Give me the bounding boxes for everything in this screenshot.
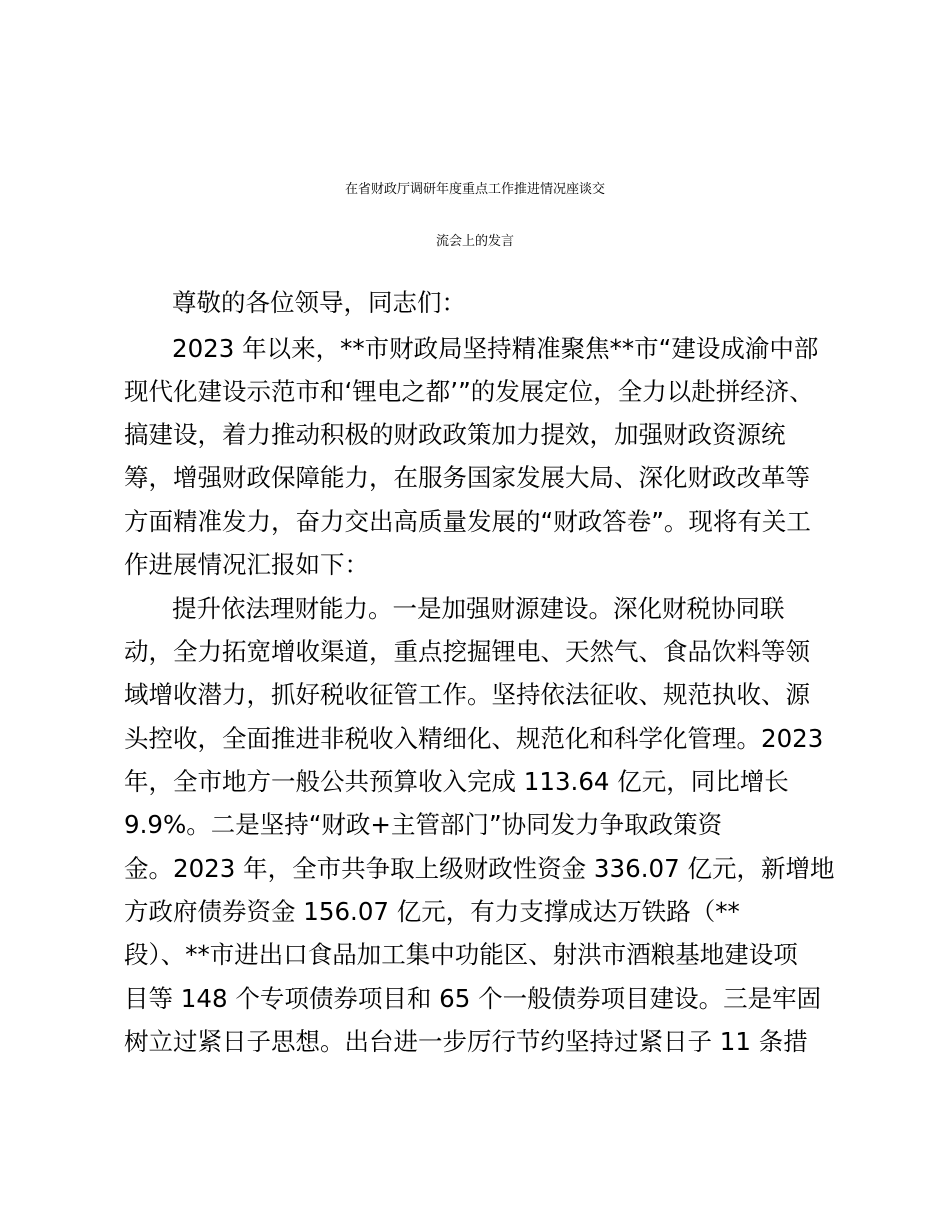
document-title-line-2: 流会上的发言: [435, 234, 514, 249]
body-line: 筹，增强财政保障能力，在服务国家发展大局、深化财政改革等: [124, 463, 810, 492]
body-line: 年，全市地方一般公共预算收入完成 113.64 亿元，同比增长: [124, 767, 789, 796]
body-line: 作进展情况汇报如下：: [124, 550, 369, 579]
body-line: 现代化建设示范市和‘锂电之都’”的发展定位，全力以赴拼经济、: [124, 377, 814, 406]
body-line: 域增收潜力，抓好税收征管工作。坚持依法征收、规范执收、源: [124, 680, 810, 709]
body-line: 段）、**市进出口食品加工集中功能区、射洪市酒粮基地建设项: [124, 940, 798, 969]
body-line: 2023 年以来，**市财政局坚持精准聚焦**市“建设成渝中部: [172, 334, 819, 363]
body-line: 金。2023 年，全市共争取上级财政性资金 336.07 亿元，新增地: [124, 854, 835, 883]
body-line: 方面精准发力，奋力交出高质量发展的“财政答卷”。现将有关工: [124, 507, 811, 536]
body-line: 提升依法理财能力。一是加强财源建设。深化财税协同联: [172, 594, 785, 623]
body-line: 9.9%。二是坚持“财政+主管部门”协同发力争取政策资: [124, 810, 723, 839]
document-title-line-1: 在省财政厅调研年度重点工作推进情况座谈交: [344, 182, 605, 197]
salutation: 尊敬的各位领导，同志们：: [172, 288, 466, 317]
body-line: 目等 148 个专项债券项目和 65 个一般债券项目建设。三是牢固: [124, 984, 822, 1013]
body-line: 树立过紧日子思想。出台进一步厉行节约坚持过紧日子 11 条措: [124, 1027, 808, 1056]
body-line: 方政府债券资金 156.07 亿元，有力支撑成达万铁路（**: [124, 897, 740, 926]
body-line: 动，全力拓宽增收渠道，重点挖掘锂电、天然气、食品饮料等领: [124, 637, 810, 666]
body-line: 头控收，全面推进非税收入精细化、规范化和科学化管理。2023: [124, 724, 824, 753]
body-line: 搞建设，着力推动积极的财政政策加力提效，加强财政资源统: [124, 420, 786, 449]
